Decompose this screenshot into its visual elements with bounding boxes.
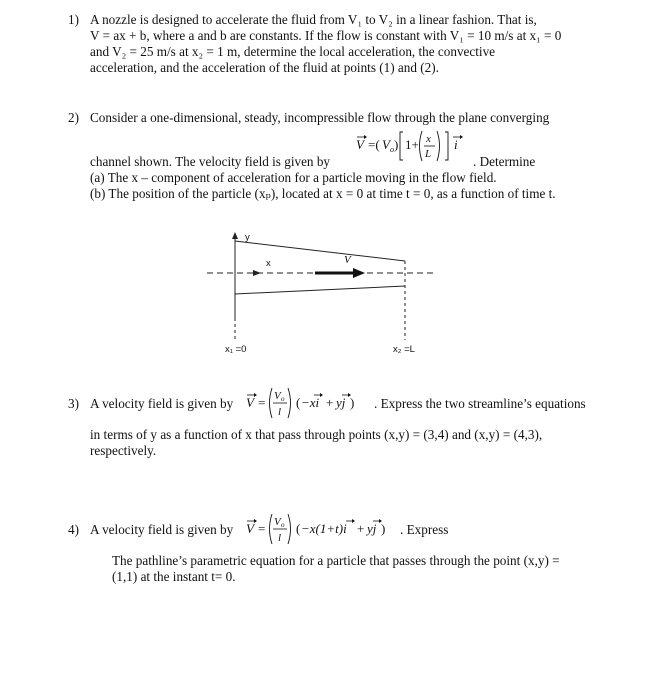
x2-label: x₂ =L: [393, 344, 415, 355]
problem-4-line-1b: . Express: [400, 522, 449, 537]
problem-4-number: 4): [68, 522, 79, 537]
problem-4-line-1a: A velocity field is given by: [90, 522, 234, 537]
svg-text:V: V: [356, 137, 364, 152]
svg-text:+: +: [357, 521, 365, 536]
problem-1-line-3: and V₂ = 25 m/s at x₂ = 1 m, determine the local acceleration, the convective: [90, 44, 496, 59]
svg-text:o: o: [281, 521, 285, 529]
svg-text:): ): [350, 395, 355, 410]
problem-4-line-3: (1,1) at the instant t= 0.: [112, 569, 236, 584]
svg-text:−xi: −xi: [301, 395, 320, 410]
svg-text:V: V: [274, 390, 281, 402]
svg-text:): ): [394, 137, 399, 152]
problem-1-line-4: acceleration, and the acceleration of the fluid at points (1) and (2).: [90, 60, 439, 75]
svg-text:(: (: [296, 395, 301, 410]
problem-2-line-4: (b) The position of the particle (xₚ), located at x = 0 at time t = 0, as a function of time t.: [90, 186, 556, 201]
svg-text:yj: yj: [336, 395, 346, 410]
equation-3-graphic: [246, 384, 371, 422]
svg-text:V: V: [246, 395, 254, 410]
velocity-vector-label: V: [344, 254, 351, 266]
velocity-equation-4: [246, 510, 401, 548]
svg-text:o: o: [281, 395, 285, 403]
equation-4-graphic: [246, 510, 401, 548]
velocity-equation-2: [356, 128, 466, 164]
problem-2-line-2: channel shown. The velocity field is given by: [90, 154, 331, 169]
svg-text:V: V: [382, 137, 390, 152]
problem-2-number: 2): [68, 110, 79, 125]
x1-label: x₁ =0: [225, 344, 247, 355]
svg-text:yj: yj: [367, 521, 377, 536]
svg-text:L: L: [425, 148, 432, 160]
channel-drawing: [205, 228, 445, 358]
y-axis-label: y: [245, 232, 250, 243]
svg-text:i: i: [454, 137, 458, 152]
svg-text:=: =: [258, 395, 266, 410]
problem-2-line-3: (a) The x – component of acceleration for a particle moving in the flow field.: [90, 170, 497, 185]
svg-text:(: (: [296, 521, 301, 536]
svg-text:V: V: [246, 521, 254, 536]
velocity-equation-3: [246, 384, 371, 422]
converging-channel-diagram: [205, 228, 445, 358]
svg-text:−x(1+t)i: −x(1+t)i: [301, 521, 347, 536]
svg-text:V: V: [274, 516, 281, 528]
problem-3-number: 3): [68, 396, 79, 411]
svg-text:1+: 1+: [405, 137, 419, 152]
svg-text:l: l: [278, 406, 282, 418]
problem-3-line-1b: . Express the two streamline’s equations: [374, 396, 586, 411]
problem-2-line-1: Consider a one-dimensional, steady, incompressible flow through the plane converging: [90, 110, 550, 125]
equation-2-graphic: [356, 128, 466, 164]
svg-text:): ): [381, 521, 386, 536]
x-axis-label: x: [266, 258, 271, 269]
problem-1-number: 1): [68, 12, 79, 27]
svg-text:=: =: [258, 521, 266, 536]
problem-3-line-1a: A velocity field is given by: [90, 396, 234, 411]
problem-1-line-2: V = ax + b, where a and b are constants. If the flow is constant with V₁ = 10 m/s at x₁ = 0: [90, 28, 562, 43]
svg-text:o: o: [390, 145, 394, 154]
problem-3-line-2: in terms of y as a function of x that pass through points (x,y) = (3,4) and (x,y) = (4,3),: [90, 427, 543, 442]
problem-4-line-2: The pathline’s parametric equation for a particle that passes through the point (x,y) =: [112, 553, 560, 568]
svg-text:x: x: [426, 133, 431, 145]
svg-text:+: +: [326, 395, 334, 410]
problem-1-line-1: A nozzle is designed to accelerate the fluid from V₁ to V₂ in a linear fashion. That is,: [90, 12, 537, 27]
svg-text:l: l: [278, 532, 282, 544]
problem-3-line-3: respectively.: [90, 443, 157, 458]
problem-2-line-2b: . Determine: [473, 154, 536, 169]
svg-text:=(: =(: [368, 137, 380, 152]
